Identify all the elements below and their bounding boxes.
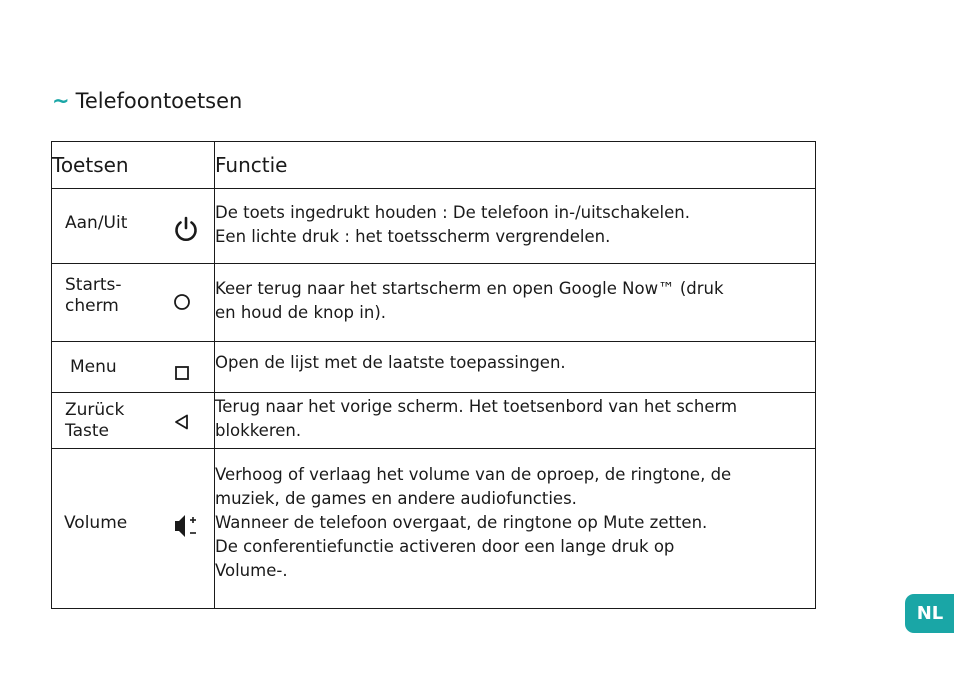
back-triangle-icon [172,412,192,432]
table-row [52,189,816,264]
recent-apps-square-icon [172,363,192,383]
volume-plus-minus-icon [172,513,202,539]
function-line: De conferentiefunctie activeren door een lange druk op [215,537,675,556]
key-cell-home [52,264,215,342]
function-cell [215,449,816,609]
key-cell-menu [52,342,215,393]
function-cell [215,264,816,342]
key-label: Aan/Uit [65,213,128,233]
key-cell-volume [52,449,215,609]
table-row [52,393,816,449]
tilde-icon: ~ [52,89,70,113]
function-line: blokkeren. [215,421,302,440]
function-line: De toets ingedrukt houden : De telefoon in-/uitschakelen. [215,203,690,222]
language-badge: NL [905,594,954,633]
function-line: Volume-. [215,561,288,580]
function-cell [215,342,816,393]
function-line: Keer terug naar het startscherm en open Google Now™ (druk [215,279,724,298]
key-label: Starts- cherm [65,275,122,316]
function-line: Verhoog of verlaag het volume van de oproep, de ringtone, de [215,465,732,484]
header-keys: Toetsen [52,142,215,189]
table-row [52,264,816,342]
power-icon [172,215,200,243]
home-circle-icon [172,292,192,312]
table-header-row [52,142,816,189]
function-cell [215,393,816,449]
phone-keys-table [51,141,816,609]
function-line: Wanneer de telefoon overgaat, de ringtone op Mute zetten. [215,513,708,532]
key-label: Volume [64,513,128,533]
function-line: muziek, de games en andere audiofuncties. [215,489,577,508]
key-label: Menu [70,357,117,377]
function-cell [215,189,816,264]
function-line: Een lichte druk : het toetsscherm vergrendelen. [215,227,611,246]
section-title-text: Telefoontoetsen [75,89,243,113]
function-line: en houd de knop in). [215,303,387,322]
table-row [52,342,816,393]
key-label: Zurück Taste [65,400,125,441]
function-line: Open de lijst met de laatste toepassingen. [215,353,566,372]
table-row [52,449,816,609]
key-cell-power [52,189,215,264]
function-line: Terug naar het vorige scherm. Het toetsenbord van het scherm [215,397,738,416]
section-title [52,89,242,113]
header-function: Functie [215,142,816,189]
key-cell-back [52,393,215,449]
